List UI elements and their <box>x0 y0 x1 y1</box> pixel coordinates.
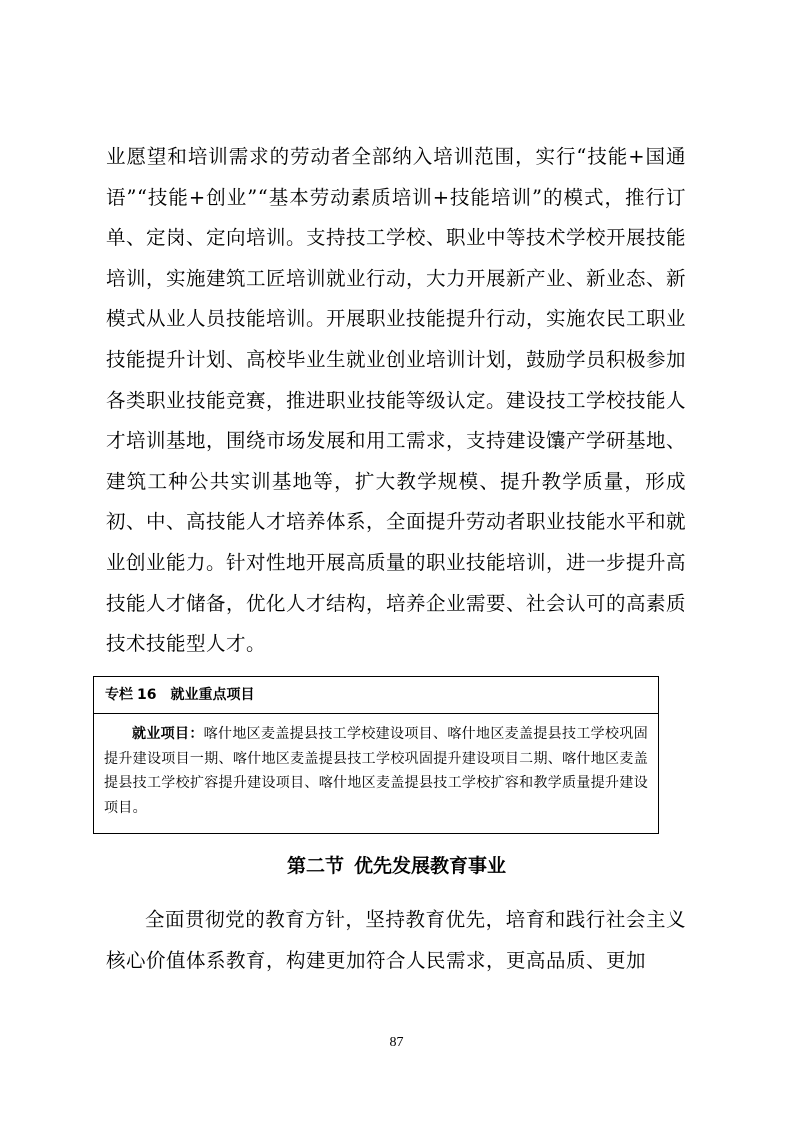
body-paragraph: 业愿望和培训需求的劳动者全部纳入培训范围，实行“技能+国通语”“技能+创业”“基本劳动素质培训+技能培训”的模式，推行订单、定岗、定向培训。支持技工学校、职业中等技术学校开展技能培训，实施建筑工匠培训就业行动，大力开展新产业、新业态、新模式从业人员技能培训。开展职业技能提升行动，实施农民工职业技能提升计划、高校毕业生就业创业培训计划，鼓励学员积极参加各类职业技能竞赛，推进职业技能等级认定。建设技工学校技能人才培训基地，围绕市场发展和用工需求，支持建设馕产学研基地、建筑工种公共实训基地等，扩大教学规模、提升教学质量，形成初、中、高技能人才培养体系，全面提升劳动者职业技能水平和就业创业能力。针对性地开展高质量的职业技能培训，进一步提升高技能人才储备，优化人才结构，培养企业需要、社会认可的高素质技术技能型人才。 <box>106 145 687 656</box>
body-paragraph: 全面贯彻党的教育方针，坚持教育优先，培育和践行社会主义核心价值体系教育，构建更加符合人民需求，更高品质、更加 <box>106 908 686 972</box>
column-box <box>93 676 659 834</box>
column-box-item-label: 就业项目： <box>132 726 204 742</box>
page-number: 87 <box>389 1035 404 1050</box>
column-box-item-text: 喀什地区麦盖提县技工学校建设项目、喀什地区麦盖提县技工学校巩固提升建设项目一期、喀什地区麦盖提县技工学校巩固提升建设项目二期、喀什地区麦盖提县技工学校扩容提升建设项目、喀什地区麦盖提县技工学校扩容和教学质量提升建设项目。 <box>104 726 648 816</box>
section-number: 第二节 <box>286 855 344 877</box>
column-box-title: 就业重点项目 <box>170 687 255 703</box>
section-heading <box>0 851 793 881</box>
section-title: 优先发展教育事业 <box>354 855 507 877</box>
column-box-body <box>104 722 648 820</box>
column-box-header <box>94 677 658 714</box>
column-box-label: 专栏 <box>105 687 133 703</box>
column-box-number: 16 <box>137 687 157 703</box>
